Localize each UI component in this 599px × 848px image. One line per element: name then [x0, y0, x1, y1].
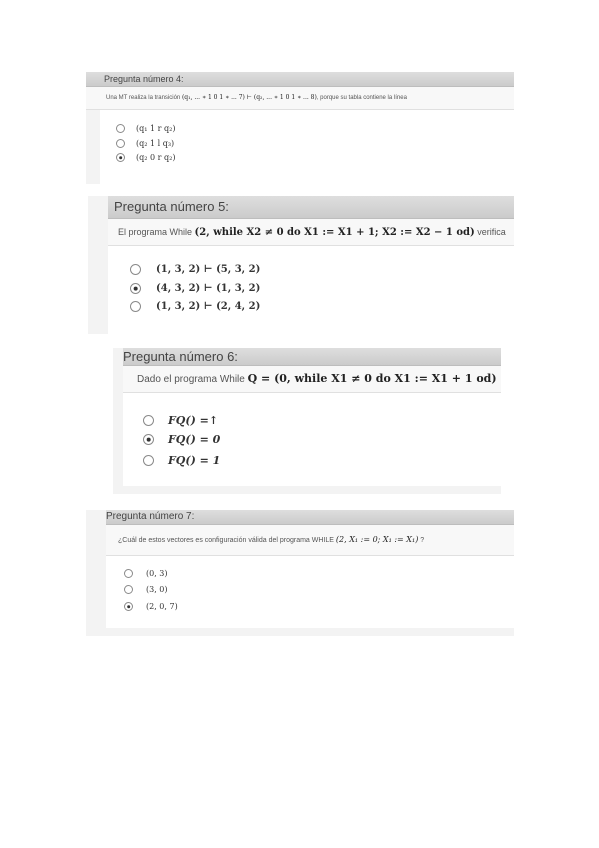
answer-option-2[interactable]: FQ() = 0 [143, 433, 220, 446]
answer-option-1[interactable]: (q₁ 1 r q₂) [116, 124, 175, 133]
radio-button-selected[interactable] [143, 434, 154, 445]
question-prompt: Dado el programa While Q = (0, while X1 ≠ 0 do X1 := X1 + 1 od) [123, 366, 501, 393]
question-title-text: Pregunta número 5: [114, 199, 229, 214]
radio-button[interactable] [124, 569, 133, 578]
answer-option-3[interactable]: (1, 3, 2) ⊢ (2, 4, 2) [130, 301, 260, 312]
question-card-7 [86, 510, 514, 636]
radio-button[interactable] [130, 301, 141, 312]
question-prompt: Una MT realiza la transición (q₁, ... ∗ 1 0 1 ∗ ... 7) ⊢ (q₂, ... ∗ 1 0 1 ∗ ... 8), porque su tabla contiene la línea [86, 87, 514, 110]
radio-button-selected[interactable] [116, 153, 125, 162]
question-prompt: El programa While (2, while X2 ≠ 0 do X1 := X1 + 1; X2 := X2 − 1 od) verifica [108, 219, 514, 246]
answer-option-1[interactable]: FQ() =↑ [143, 414, 218, 427]
answer-option-1[interactable]: (0, 3) [124, 569, 168, 578]
question-title [86, 72, 514, 87]
question-prompt: ¿Cuál de estos vectores es configuración válida del programa WHILE (2, X₁ := 0; X₁ := X₁) ? [106, 525, 514, 556]
question-title [108, 196, 514, 219]
answer-option-2[interactable]: (4, 3, 2) ⊢ (1, 3, 2) [130, 283, 260, 294]
answer-option-2[interactable]: (q₂ 1 l q₃) [116, 139, 174, 148]
radio-button-selected[interactable] [124, 602, 133, 611]
question-title [106, 510, 514, 525]
radio-button[interactable] [116, 124, 125, 133]
answer-option-2[interactable]: (3, 0) [124, 585, 168, 594]
question-card-4 [86, 72, 514, 184]
radio-button[interactable] [143, 455, 154, 466]
answer-option-3[interactable]: FQ() = 1 [143, 454, 220, 467]
answer-option-3[interactable]: (q₂ 0 r q₂) [116, 153, 175, 162]
question-title [123, 348, 501, 366]
radio-button[interactable] [143, 415, 154, 426]
question-card-6 [113, 348, 501, 494]
radio-button[interactable] [130, 264, 141, 275]
question-title-text: Pregunta número 7: [106, 511, 195, 522]
radio-button[interactable] [116, 139, 125, 148]
answer-option-3[interactable]: (2, 0, 7) [124, 602, 178, 611]
question-card-5 [88, 196, 514, 334]
question-title-text: Pregunta número 6: [123, 349, 238, 364]
radio-button[interactable] [124, 585, 133, 594]
answer-option-1[interactable]: (1, 3, 2) ⊢ (5, 3, 2) [130, 264, 260, 275]
question-title-text: Pregunta número 4: [104, 74, 184, 84]
radio-button-selected[interactable] [130, 283, 141, 294]
